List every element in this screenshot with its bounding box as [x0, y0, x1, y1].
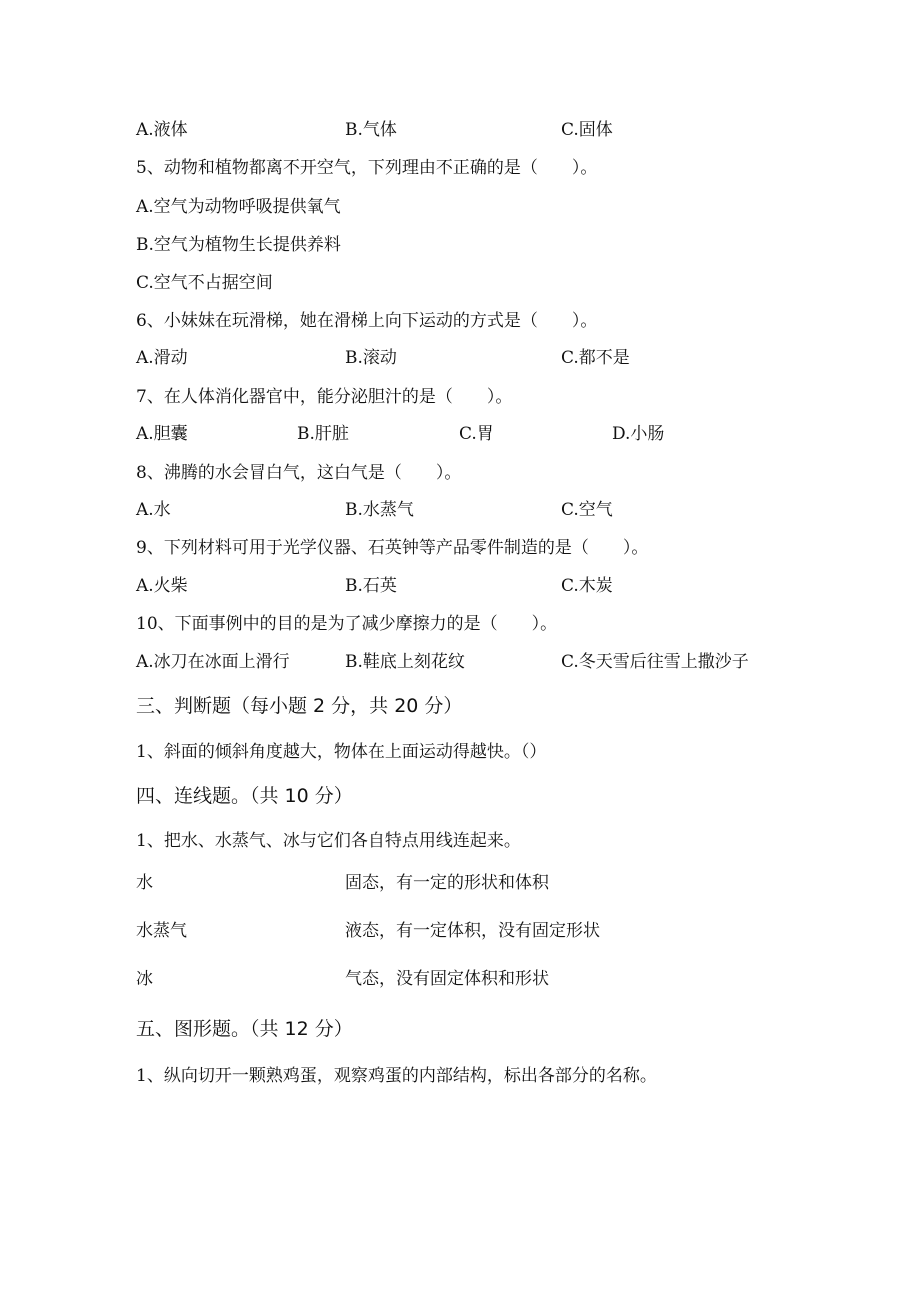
q8-option-b: B.水蒸气 — [345, 500, 414, 520]
q10-option-a: A.冰刀在冰面上滑行 — [136, 652, 290, 672]
q10-stem: 10、下面事例中的目的是为了减少摩擦力的是（ ）。 — [136, 614, 558, 634]
q9-option-c: C.木炭 — [561, 576, 613, 596]
q9-option-b: B.石英 — [345, 576, 397, 596]
q4-option-a: A.液体 — [136, 120, 188, 140]
match-right-solid: 固态，有一定的形状和体积 — [345, 873, 549, 893]
q6-option-b: B.滚动 — [345, 348, 397, 368]
q5-stem: 5、动物和植物都离不开空气，下列理由不正确的是（ ）。 — [136, 158, 598, 178]
section4-heading: 四、连线题。（共 10 分） — [136, 785, 353, 807]
section4-q1: 1、把水、水蒸气、冰与它们各自特点用线连起来。 — [136, 831, 521, 851]
q7-option-a: A.胆囊 — [136, 424, 188, 444]
section5-q1: 1、纵向切开一颗熟鸡蛋，观察鸡蛋的内部结构，标出各部分的名称。 — [136, 1066, 657, 1086]
section3-q1: 1、斜面的倾斜角度越大，物体在上面运动得越快。（） — [136, 742, 547, 762]
q6-stem: 6、小妹妹在玩滑梯，她在滑梯上向下运动的方式是（ ）。 — [136, 311, 598, 331]
q6-option-a: A.滑动 — [136, 348, 188, 368]
q5-option-b: B.空气为植物生长提供养料 — [136, 235, 341, 255]
q8-option-c: C.空气 — [561, 500, 613, 520]
section5-heading: 五、图形题。（共 12 分） — [136, 1018, 353, 1040]
match-right-gas: 气态，没有固定体积和形状 — [345, 969, 549, 989]
q9-option-a: A.火柴 — [136, 576, 188, 596]
q5-option-c: C.空气不占据空间 — [136, 273, 273, 293]
q4-option-c: C.固体 — [561, 120, 613, 140]
section3-heading: 三、判断题（每小题 2 分，共 20 分） — [136, 695, 463, 717]
match-left-steam: 水蒸气 — [136, 921, 187, 941]
q9-stem: 9、下列材料可用于光学仪器、石英钟等产品零件制造的是（ ）。 — [136, 538, 649, 558]
q8-stem: 8、沸腾的水会冒白气，这白气是（ ）。 — [136, 463, 462, 483]
q8-option-a: A.水 — [136, 500, 171, 520]
q10-option-b: B.鞋底上刻花纹 — [345, 652, 465, 672]
match-left-ice: 冰 — [136, 969, 153, 989]
q7-option-c: C.胃 — [459, 424, 494, 444]
q7-option-b: B.肝脏 — [297, 424, 349, 444]
q5-option-a: A.空气为动物呼吸提供氧气 — [136, 197, 341, 217]
match-right-liquid: 液态，有一定体积，没有固定形状 — [345, 921, 600, 941]
q6-option-c: C.都不是 — [561, 348, 630, 368]
match-left-water: 水 — [136, 873, 153, 893]
q7-stem: 7、在人体消化器官中，能分泌胆汁的是（ ）。 — [136, 387, 513, 407]
q10-option-c: C.冬天雪后往雪上撒沙子 — [561, 652, 749, 672]
q4-option-b: B.气体 — [345, 120, 397, 140]
q7-option-d: D.小肠 — [612, 424, 665, 444]
